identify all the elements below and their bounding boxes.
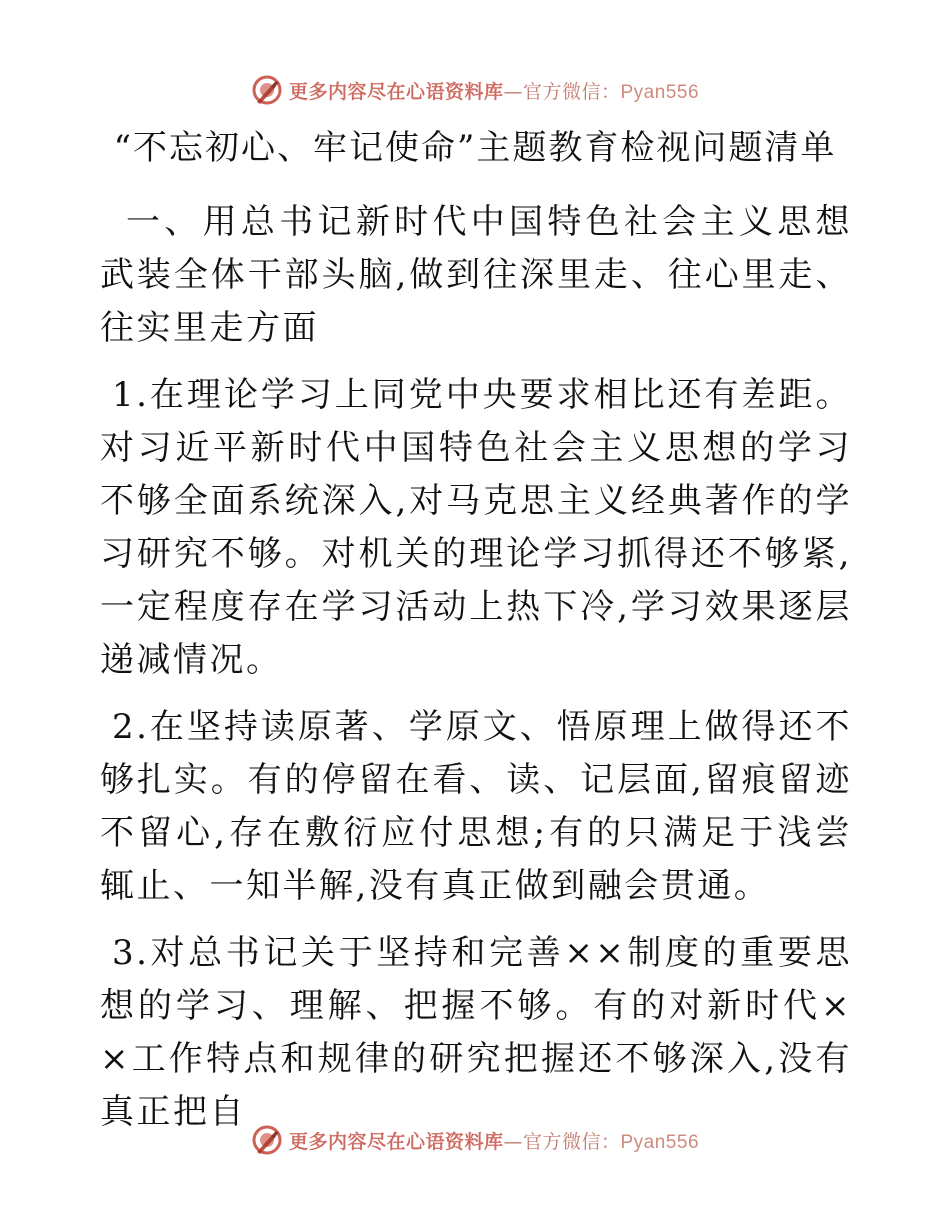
watermark-footer (0, 1120, 950, 1160)
document-body (100, 196, 852, 1153)
watermark-brand: 更多内容尽在心语资料库 (288, 1130, 504, 1153)
section-heading: 一、用总书记新时代中国特色社会主义思想武装全体干部头脑,做到往深里走、往心里走、往实里走方面 (100, 202, 852, 348)
watermark-label: 官方微信： (522, 1130, 621, 1153)
list-item: 3.对总书记关于坚持和完善××制度的重要思想的学习、理解、把握不够。有的对新时代××工作特点和规律的研究把握还不够深入,没有真正把自 (100, 933, 852, 1132)
watermark-brand: 更多内容尽在心语资料库 (288, 80, 504, 103)
watermark-header (0, 70, 950, 110)
watermark-text (289, 1127, 699, 1154)
watermark-wechat-id: Pyan556 (620, 81, 700, 103)
watermark-wechat-id: Pyan556 (620, 1131, 700, 1153)
pen-circle-logo-icon (251, 74, 283, 106)
pen-circle-logo-icon (251, 1124, 283, 1156)
list-item: 1.在理论学习上同党中央要求相比还有差距。对习近平新时代中国特色社会主义思想的学习不够全面系统深入,对马克思主义经典著作的学习研究不够。对机关的理论学习抓得还不够紧,一定程度存在学习活动上热下冷,学习效果逐层递减情况。 (100, 375, 852, 680)
watermark-label: 官方微信： (522, 80, 621, 103)
watermark-separator: — (503, 1130, 523, 1153)
watermark-text (289, 77, 699, 104)
watermark-separator: — (503, 80, 523, 103)
document-title: “不忘初心、牢记使命”主题教育检视问题清单 (113, 128, 837, 168)
list-item: 2.在坚持读原著、学原文、悟原理上做得还不够扎实。有的停留在看、读、记层面,留痕留迹不留心,存在敷衍应付思想;有的只满足于浅尝辄止、一知半解,没有真正做到融会贯通。 (100, 707, 852, 906)
